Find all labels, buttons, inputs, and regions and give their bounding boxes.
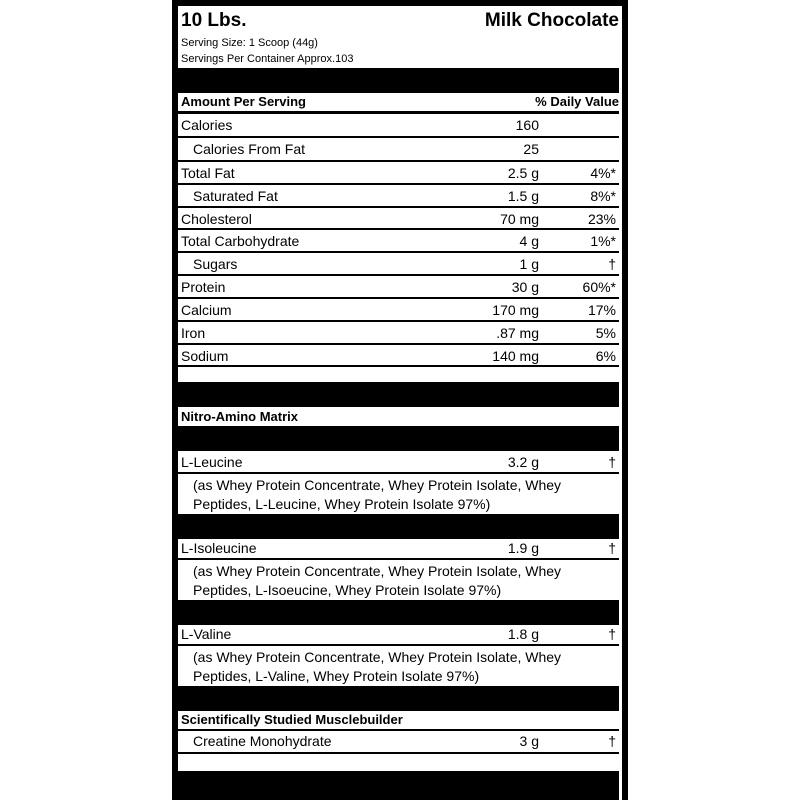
- thick-divider: [178, 514, 619, 539]
- nutrient-daily-value: 4%*: [590, 165, 616, 181]
- row-divider: [178, 365, 619, 367]
- thick-divider: [178, 771, 619, 800]
- matrix-row-l-isoleucine: [178, 538, 619, 560]
- nutrient-amount: 70 mg: [500, 211, 539, 227]
- nutrient-name: Calories From Fat: [193, 141, 306, 157]
- nutrient-name: Total Carbohydrate: [181, 233, 300, 249]
- serving-size: Serving Size: 1 Scoop (44g): [181, 37, 318, 49]
- nutrient-daily-value: 8%*: [590, 188, 616, 204]
- row-divider: [178, 644, 619, 646]
- nutrition-row-saturated-fat: [178, 185, 619, 207]
- product-size: 10 Lbs.: [181, 10, 247, 31]
- nutrition-row-sugars: [178, 253, 619, 275]
- thick-divider: [178, 600, 619, 625]
- ingredient-source-line1: (as Whey Protein Concentrate, Whey Protein Isolate, Whey: [193, 649, 562, 665]
- ingredient-daily-value: †: [608, 626, 616, 642]
- thick-divider: [178, 426, 619, 451]
- nutrient-amount: 30 g: [511, 279, 539, 295]
- nutrient-amount: 25: [523, 141, 539, 157]
- nutrition-row-protein: [178, 276, 619, 298]
- daily-value-heading: % Daily Value: [535, 94, 619, 109]
- ingredient-amount: 1.8 g: [507, 626, 539, 642]
- ingredient-daily-value: †: [608, 733, 616, 749]
- musclebuilder-row-creatine: [178, 731, 619, 753]
- nutrition-label: [178, 6, 622, 800]
- ingredient-name: L-Valine: [181, 626, 232, 642]
- amount-per-serving-heading: Amount Per Serving: [181, 94, 306, 109]
- nutrient-name: Calories: [181, 117, 233, 133]
- matrix-title: Nitro-Amino Matrix: [181, 409, 298, 424]
- nutrition-row-total-fat: [178, 162, 619, 184]
- nutrient-daily-value: 6%: [595, 348, 616, 364]
- nutrient-name: Cholesterol: [181, 211, 252, 227]
- ingredient-name: L-Isoleucine: [181, 540, 257, 556]
- ingredient-daily-value: †: [608, 454, 616, 470]
- musclebuilder-title: Scientifically Studied Musclebuilder: [181, 712, 403, 727]
- nutrition-row-calories-from-fat: [178, 138, 619, 160]
- ingredient-daily-value: †: [608, 540, 616, 556]
- nutrient-daily-value: 17%: [587, 302, 616, 318]
- nutrient-name: Sodium: [181, 348, 229, 364]
- nutrient-daily-value: 23%: [587, 211, 616, 227]
- nutrient-amount: 1 g: [519, 256, 539, 272]
- nutrition-row-calcium: [178, 299, 619, 321]
- thick-divider: [178, 382, 619, 407]
- row-divider: [178, 558, 619, 560]
- nutrient-name: Protein: [181, 279, 226, 295]
- ingredient-source-line1: (as Whey Protein Concentrate, Whey Protein Isolate, Whey: [193, 563, 562, 579]
- ingredient-amount: 3.2 g: [507, 454, 539, 470]
- nutrient-amount: 140 mg: [492, 348, 539, 364]
- product-flavor: Milk Chocolate: [484, 10, 619, 31]
- nutrient-amount: 1.5 g: [507, 188, 539, 204]
- ingredient-source-line2: Peptides, L-Valine, Whey Protein Isolate 97%): [193, 668, 480, 684]
- nutrient-daily-value: 5%: [595, 325, 616, 341]
- matrix-row-l-valine: [178, 624, 619, 646]
- ingredient-source-line2: Peptides, L-Leucine, Whey Protein Isolate 97%): [193, 496, 491, 512]
- ingredient-source-line2: Peptides, L-Isoeucine, Whey Protein Isolate 97%): [193, 582, 502, 598]
- nutrient-amount: 160: [515, 117, 539, 133]
- nutrient-daily-value: 1%*: [590, 233, 616, 249]
- nutrient-name: Total Fat: [181, 165, 235, 181]
- nutrition-row-total-carbohydrate: [178, 230, 619, 252]
- nutrient-name: Saturated Fat: [193, 188, 278, 204]
- nutrition-row-iron: [178, 322, 619, 344]
- nutrient-amount: 4 g: [519, 233, 539, 249]
- nutrient-daily-value: 60%*: [582, 279, 616, 295]
- servings-per-container: Servings Per Container Approx.103: [181, 53, 354, 65]
- nutrient-daily-value: †: [608, 256, 616, 272]
- thick-divider: [178, 686, 619, 711]
- nutrient-amount: 2.5 g: [507, 165, 539, 181]
- thick-divider: [178, 68, 619, 93]
- nutrient-name: Calcium: [181, 302, 232, 318]
- matrix-row-l-leucine: [178, 452, 619, 474]
- nutrition-row-calories: [178, 114, 619, 136]
- ingredient-amount: 3 g: [519, 733, 539, 749]
- row-divider: [178, 752, 619, 754]
- nutrient-name: Sugars: [193, 256, 238, 272]
- ingredient-name: L-Leucine: [181, 454, 243, 470]
- nutrition-row-cholesterol: [178, 208, 619, 230]
- ingredient-name: Creatine Monohydrate: [193, 733, 332, 749]
- ingredient-amount: 1.9 g: [507, 540, 539, 556]
- nutrition-row-sodium: [178, 345, 619, 367]
- nutrient-amount: 170 mg: [492, 302, 539, 318]
- ingredient-source-line1: (as Whey Protein Concentrate, Whey Protein Isolate, Whey: [193, 477, 562, 493]
- nutrient-amount: .87 mg: [496, 325, 539, 341]
- row-divider: [178, 472, 619, 474]
- nutrient-name: Iron: [181, 325, 206, 341]
